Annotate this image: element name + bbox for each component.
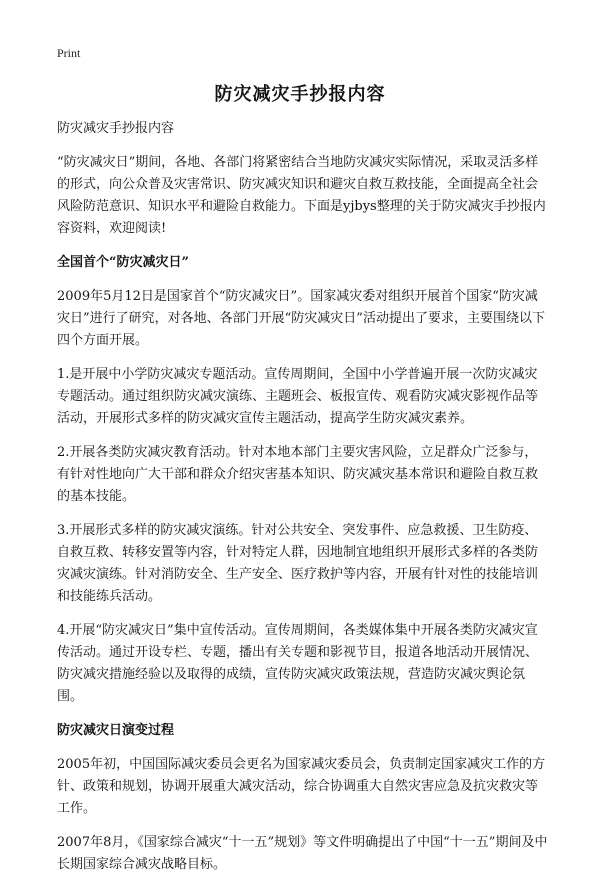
page-title: 防灾减灾手抄报内容	[214, 84, 386, 105]
section-heading-first-day: 全国首个“防灾减灾日”	[57, 255, 189, 270]
section2-paragraph: 2005年初，中国国际减灾委员会更名为国家减灾委员会，负责制定国家减灾工作的方针、政策和规划，协调开展重大减灾活动，综合协调重大自然灾害应急及抗灾救灾等工作。	[57, 757, 546, 816]
section1-paragraph: 2.开展各类防灾减灾教育活动。针对本地本部门主要灾害风险，立足群众广泛参与，有针对性地向广大干部和群众介绍灾害基本知识、防灾减灾基本常识和避险自救互救的基本技能。	[57, 445, 539, 504]
section1-paragraph: 2009年5月12日是国家首个“防灾减灾日”。国家减灾委对组织开展首个国家“防灾减灾日”进行了研究，对各地、各部门开展“防灾减灾日”活动提出了要求，主要围绕以下四个方面开展。	[57, 289, 545, 348]
print-link[interactable]: Print	[57, 46, 81, 60]
section1-paragraph: 4.开展“防灾减灾日”集中宣传活动。宣传周期间，各类媒体集中开展各类防灾减灾宣传活动。通过开设专栏、专题，播出有关专题和影视节目，报道各地活动开展情况、防灾减灾措施经验以及取得的成绩，宣传防灾减灾政策法规，营造防灾减灾舆论氛围。	[57, 623, 539, 704]
section1-paragraph: 1.是开展中小学防灾减灾专题活动。宣传周期间，全国中小学普遍开展一次防灾减灾专题活动。通过组织防灾减灾演练、主题班会、板报宣传、观看防灾减灾影视作品等活动，开展形式多样的防灾减灾宣传主题活动，提高学生防灾减灾素养。	[57, 367, 539, 426]
section-heading-evolution: 防灾减灾日演变过程	[57, 723, 175, 738]
section1-paragraph: 3.开展形式多样的防灾减灾演练。针对公共安全、突发事件、应急救援、卫生防疫、自救互救、转移安置等内容，针对特定人群，因地制宜地组织开展形式多样的各类防灾减灾演练。针对消防安全、生产安全、医疗救护等内容，开展有针对性的技能培训和技能练兵活动。	[57, 523, 539, 604]
article-body	[57, 118, 549, 888]
article-subtitle: 防灾减灾手抄报内容	[57, 121, 175, 136]
section2-paragraph: 2007年8月，《国家综合减灾“十一五”规划》等文件明确提出了中国“十一五”期间及中长期国家综合减灾战略目标。	[57, 835, 548, 872]
intro-paragraph: “防灾减灾日”期间，各地、各部门将紧密结合当地防灾减灾实际情况，采取灵活多样的形式，向公众普及灾害常识、防灾减灾知识和避灾自救互救技能，全面提高全社会风险防范意识、知识水平和避险自救能力。下面是yjbys整理的关于防灾减灾手抄报内容资料，欢迎阅读!	[57, 155, 546, 236]
